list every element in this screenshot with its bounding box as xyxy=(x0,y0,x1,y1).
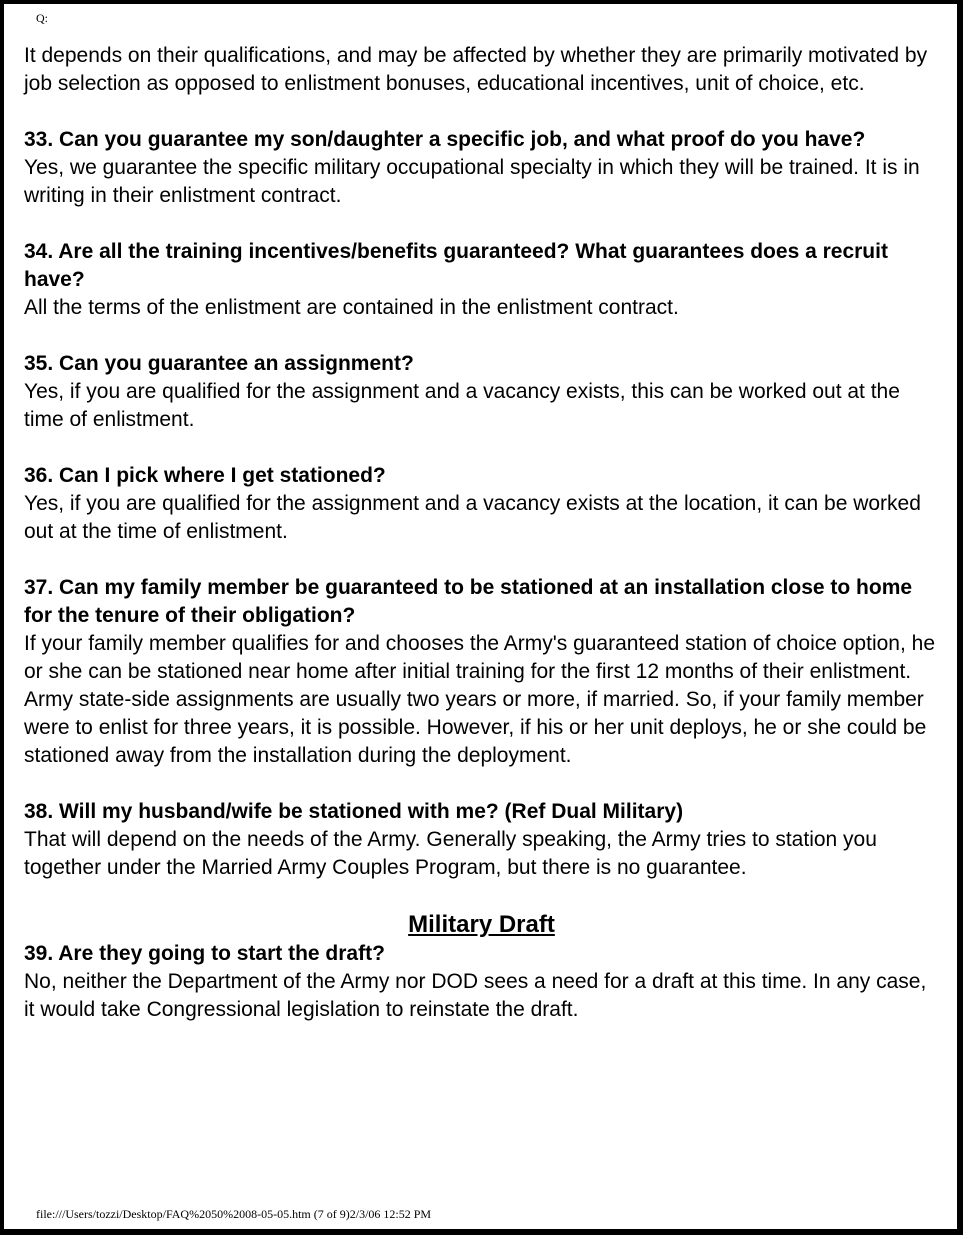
question: 34. Are all the training incentives/benefits guaranteed? What guarantees does a recruit have? xyxy=(24,240,888,291)
qa-item xyxy=(24,238,939,322)
footer-file-path: file:///Users/tozzi/Desktop/FAQ%2050%2008-05-05.htm (7 of 9)2/3/06 12:52 PM xyxy=(36,1207,432,1221)
question: 33. Can you guarantee my son/daughter a specific job, and what proof do you have? xyxy=(24,128,866,151)
question: 39. Are they going to start the draft? xyxy=(24,942,385,965)
answer: If your family member qualifies for and chooses the Army's guaranteed station of choice option, he or she can be stationed near home after initial training for the first 12 months of their enlistment. Army state-side assignments are usually two years or more, if married. So, if your family member were to enlist for three years, it is possible. However, if his or her unit deploys, he or she could be stationed away from the installation during the deployment. xyxy=(24,632,935,767)
qa-item xyxy=(24,574,939,770)
answer: All the terms of the enlistment are contained in the enlistment contract. xyxy=(24,296,679,319)
qa-item xyxy=(24,462,939,546)
answer: Yes, we guarantee the specific military occupational specialty in which they will be trained. It is in writing in their enlistment contract. xyxy=(24,156,920,207)
question: 36. Can I pick where I get stationed? xyxy=(24,464,386,487)
qa-list-after xyxy=(24,940,939,1024)
answer: That will depend on the needs of the Army. Generally speaking, the Army tries to station you together under the Married Army Couples Program, but there is no guarantee. xyxy=(24,828,877,879)
section-heading: Military Draft xyxy=(408,911,555,938)
document-body xyxy=(24,42,939,1052)
answer: No, neither the Department of the Army nor DOD sees a need for a draft at this time. In any case, it would take Congressional legislation to reinstate the draft. xyxy=(24,970,927,1021)
answer: Yes, if you are qualified for the assignment and a vacancy exists, this can be worked out at the time of enlistment. xyxy=(24,380,900,431)
qa-item xyxy=(24,350,939,434)
question: 38. Will my husband/wife be stationed with me? (Ref Dual Military) xyxy=(24,800,684,823)
header-label: Q: xyxy=(36,11,48,25)
qa-item xyxy=(24,798,939,882)
qa-list-before xyxy=(24,126,939,882)
intro-paragraph: It depends on their qualifications, and may be affected by whether they are primarily motivated by job selection as opposed to enlistment bonuses, educational incentives, unit of choice, etc. xyxy=(24,44,928,95)
qa-item xyxy=(24,126,939,210)
question: 37. Can my family member be guaranteed to be stationed at an installation close to home for the tenure of their obligation? xyxy=(24,576,913,627)
qa-item xyxy=(24,940,939,1024)
answer: Yes, if you are qualified for the assignment and a vacancy exists at the location, it can be worked out at the time of enlistment. xyxy=(24,492,921,543)
question: 35. Can you guarantee an assignment? xyxy=(24,352,414,375)
